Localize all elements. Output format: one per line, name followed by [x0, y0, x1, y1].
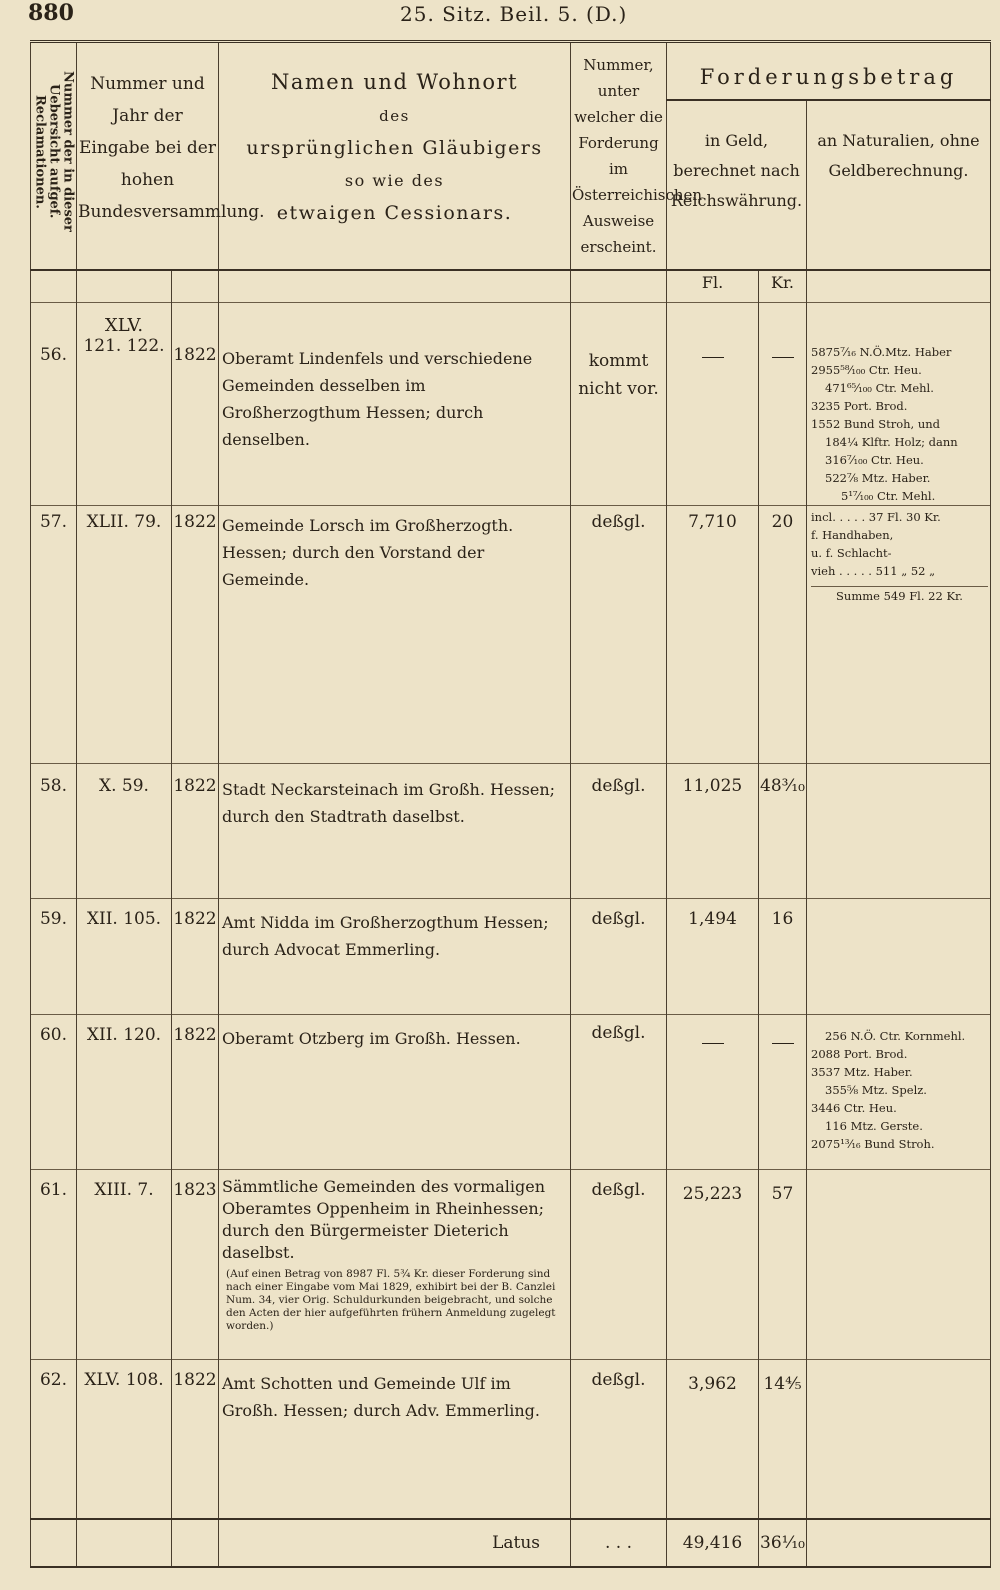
natural-item: f. Handhaben, — [811, 527, 894, 542]
austrian-reference: deßgl. — [571, 505, 667, 763]
natural-list — [807, 1359, 991, 1519]
row-number: 59. — [31, 898, 77, 1014]
creditor-note: (Auf einen Betrag von 8987 Fl. 5¾ Kr. dieser Forderung sind nach einer Eingabe vom Mai 1829, exhibirt bei der B. Canzlei Num. 34, vier Orig. Schuldurkunden beigebracht, und solche den Acten der hier aufgeführten frühern Anmeldung zugelegt worden.) — [226, 1267, 556, 1332]
header-creditor-line5: etwaigen Cessionars. — [276, 202, 513, 224]
natural-list — [807, 898, 991, 1014]
creditor-name — [219, 898, 571, 1014]
submission-number-line2: 121. 122. — [83, 335, 165, 356]
latus-label: Latus — [219, 1519, 571, 1567]
page-number: 880 — [28, 0, 74, 26]
creditor-name — [219, 1359, 571, 1519]
submission-year: 1823 — [172, 1169, 219, 1359]
latus-reference: . . . — [571, 1519, 667, 1567]
table-row — [31, 1359, 991, 1519]
austrian-reference: deßgl. — [571, 1014, 667, 1169]
row-number: 61. — [31, 1169, 77, 1359]
natural-list — [807, 505, 991, 763]
table-row — [31, 1014, 991, 1169]
header-creditor-line1: Namen und Wohnort — [270, 70, 519, 94]
natural-item: 522⁷⁄₈ Mtz. Haber. — [825, 470, 931, 485]
table-row — [31, 302, 991, 505]
submission-number-line1: XLV. — [104, 314, 144, 336]
creditor-text: Oberamt Otzberg im Großh. Hessen. — [222, 1028, 521, 1048]
row-number: 60. — [31, 1014, 77, 1169]
submission-number — [77, 302, 172, 505]
header-money: in Geld, berechnet nach Reichswährung. — [667, 100, 807, 270]
submission-number: XLV. 108. — [77, 1359, 172, 1519]
submission-year: 1822 — [172, 763, 219, 898]
natural-list — [807, 1014, 991, 1169]
submission-year: 1822 — [172, 505, 219, 763]
amount-kr — [759, 1014, 807, 1169]
submission-year: 1822 — [172, 302, 219, 505]
amount-fl: 25,223 — [667, 1169, 759, 1359]
latus-row — [31, 1519, 991, 1567]
header-creditor-line4: so wie des — [344, 171, 445, 190]
submission-number: X. 59. — [77, 763, 172, 898]
natural-item: vieh . . . . . 511 „ 52 „ — [811, 563, 936, 578]
austrian-reference: deßgl. — [571, 1359, 667, 1519]
natural-item: 5875⁷⁄₁₆ N.Ö.Mtz. Haber — [811, 344, 952, 359]
dash-mark — [772, 1043, 794, 1044]
submission-year: 1822 — [172, 1014, 219, 1169]
dash-mark — [702, 357, 724, 358]
creditor-text: Stadt Neckarsteinach im Großh. Hessen; durch den Stadtrath daselbst. — [222, 779, 556, 826]
submission-number: XII. 120. — [77, 1014, 172, 1169]
unit-fl: Fl. — [667, 270, 759, 303]
header-claim-amount: Forderungsbetrag — [667, 42, 991, 100]
natural-item: 116 Mtz. Gerste. — [825, 1118, 923, 1133]
natural-item: 316⁷⁄₁₀₀ Ctr. Heu. — [825, 452, 924, 467]
row-number: 57. — [31, 505, 77, 763]
table-row — [31, 1169, 991, 1359]
natural-item: 355⅝ Mtz. Spelz. — [825, 1082, 927, 1097]
creditor-name — [219, 763, 571, 898]
header-natural: an Naturalien, ohne Geldberechnung. — [807, 100, 991, 270]
submission-number: XIII. 7. — [77, 1169, 172, 1359]
natural-item: incl. . . . . 37 Fl. 30 Kr. — [811, 509, 941, 524]
creditor-name — [219, 302, 571, 505]
natural-item: u. f. Schlacht- — [811, 545, 892, 560]
creditor-text: Amt Nidda im Großherzogthum Hessen; durch Advocat Emmerling. — [222, 912, 549, 959]
natural-item: 2075¹³⁄₁₆ Bund Stroh. — [811, 1136, 935, 1151]
header-submission: Nummer und Jahr der Eingabe bei der hohen Bundesversammlung. — [77, 42, 219, 270]
natural-item: 3537 Mtz. Haber. — [811, 1064, 913, 1079]
natural-item: 2955⁵⁸⁄₁₀₀ Ctr. Heu. — [811, 362, 922, 377]
natural-list — [807, 763, 991, 898]
row-number: 56. — [31, 302, 77, 505]
amount-fl: 11,025 — [667, 763, 759, 898]
submission-number: XLII. 79. — [77, 505, 172, 763]
natural-item: 256 N.Ö. Ctr. Kornmehl. — [825, 1028, 966, 1043]
amount-kr: 48³⁄₁₀ — [759, 763, 807, 898]
amount-kr: 57 — [759, 1169, 807, 1359]
amount-fl — [667, 1014, 759, 1169]
amount-fl: 7,710 — [667, 505, 759, 763]
dash-mark — [772, 357, 794, 358]
amount-fl: 3,962 — [667, 1359, 759, 1519]
austrian-reference: deßgl. — [571, 763, 667, 898]
natural-list — [807, 1169, 991, 1359]
header-creditor — [219, 42, 571, 270]
creditor-text: Sämmtliche Gemeinden des vormaligen Oberamtes Oppenheim in Rheinhessen; durch den Bürgermeister Dieterich daselbst. — [222, 1176, 546, 1262]
natural-item: 5¹⁷⁄₁₀₀ Ctr. Mehl. — [841, 488, 936, 503]
creditor-text: Amt Schotten und Gemeinde Ulf im Großh. Hessen; durch Adv. Emmerling. — [222, 1373, 540, 1420]
submission-year: 1822 — [172, 898, 219, 1014]
submission-number: XII. 105. — [77, 898, 172, 1014]
creditor-name — [219, 505, 571, 763]
header-austrian-number: Nummer, unter welcher die Forderung im Österreichischen Ausweise erscheint. — [571, 42, 667, 270]
amount-fl: 1,494 — [667, 898, 759, 1014]
table-row — [31, 505, 991, 763]
natural-item: 2088 Port. Brod. — [811, 1046, 908, 1061]
latus-fl: 49,416 — [667, 1519, 759, 1567]
amount-kr: 14⁴⁄₅ — [759, 1359, 807, 1519]
natural-item: 471⁶⁵⁄₁₀₀ Ctr. Mehl. — [825, 380, 934, 395]
amount-kr: 16 — [759, 898, 807, 1014]
header-claim-number: Nummer der in dieser Uebersicht aufgef. Reclamationen. — [31, 42, 77, 270]
natural-list — [807, 302, 991, 505]
row-number: 62. — [31, 1359, 77, 1519]
natural-item: 3235 Port. Brod. — [811, 398, 908, 413]
natural-item: 1552 Bund Stroh, und — [811, 416, 941, 431]
table-row — [31, 898, 991, 1014]
running-head: 25. Sitz. Beil. 5. (D.) — [400, 2, 628, 26]
table-row — [31, 763, 991, 898]
header-creditor-line2: des — [379, 107, 410, 125]
natural-sum: Summe 549 Fl. 22 Kr. — [811, 586, 988, 605]
amount-fl — [667, 302, 759, 505]
row-number: 58. — [31, 763, 77, 898]
creditor-text: Gemeinde Lorsch im Großherzogth. Hessen; durch den Vorstand der Gemeinde. — [222, 515, 514, 589]
claims-table — [30, 40, 991, 1568]
creditor-text: Oberamt Lindenfels und verschiedene Gemeinden desselben im Großherzogthum Hessen; durch denselben. — [222, 348, 533, 449]
austrian-reference: deßgl. — [571, 1169, 667, 1359]
dash-mark — [702, 1043, 724, 1044]
austrian-reference: kommt nicht vor. — [571, 302, 667, 505]
unit-kr: Kr. — [759, 270, 807, 303]
header-creditor-line3: ursprünglichen Gläubigers — [246, 137, 543, 159]
creditor-name — [219, 1014, 571, 1169]
amount-kr — [759, 302, 807, 505]
amount-kr: 20 — [759, 505, 807, 763]
latus-kr: 36¹⁄₁₀ — [759, 1519, 807, 1567]
austrian-reference: deßgl. — [571, 898, 667, 1014]
creditor-name — [219, 1169, 571, 1359]
submission-year: 1822 — [172, 1359, 219, 1519]
natural-item: 184¼ Klftr. Holz; dann — [825, 434, 958, 449]
natural-item: 3446 Ctr. Heu. — [811, 1100, 897, 1115]
